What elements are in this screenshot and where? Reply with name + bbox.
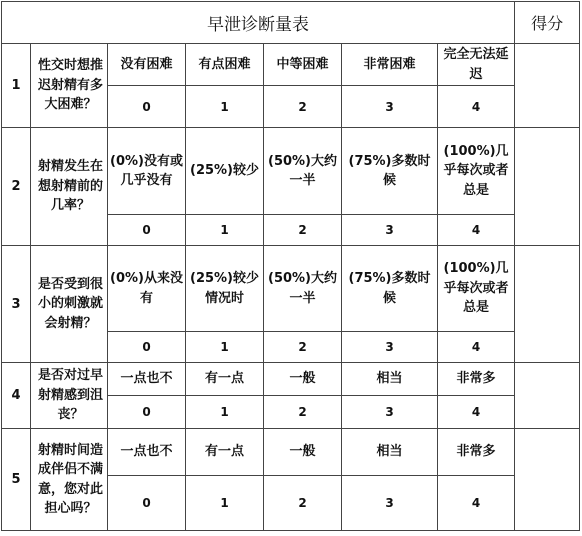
score-cell bbox=[515, 363, 580, 429]
option-score: 1 bbox=[186, 396, 264, 429]
option-label: 中等困难 bbox=[264, 44, 342, 86]
option-label: 一般 bbox=[264, 363, 342, 396]
question-number: 2 bbox=[2, 128, 31, 246]
question-text: 是否对过早射精感到沮丧？ bbox=[31, 363, 108, 429]
option-label: 非常困难 bbox=[342, 44, 438, 86]
option-score: 3 bbox=[342, 396, 438, 429]
option-score: 3 bbox=[342, 215, 438, 246]
table-title: 早泄诊断量表 bbox=[2, 2, 515, 44]
option-score: 0 bbox=[108, 215, 186, 246]
option-score: 2 bbox=[264, 332, 342, 363]
option-score: 3 bbox=[342, 332, 438, 363]
option-score: 2 bbox=[264, 396, 342, 429]
option-label: 有一点 bbox=[186, 429, 264, 476]
option-score: 0 bbox=[108, 476, 186, 531]
option-score: 2 bbox=[264, 476, 342, 531]
question-text: 射精发生在想射精前的几率？ bbox=[31, 128, 108, 246]
option-label: 一般 bbox=[264, 429, 342, 476]
score-cell bbox=[515, 128, 580, 246]
question-text: 射精时间造成伴侣不满意，您对此担心吗？ bbox=[31, 429, 108, 531]
option-label: (50%)大约一半 bbox=[264, 246, 342, 332]
option-label: (0%)从来没有 bbox=[108, 246, 186, 332]
option-score: 2 bbox=[264, 86, 342, 128]
option-label: 完全无法延迟 bbox=[438, 44, 515, 86]
option-label: (100%)几乎每次或者总是 bbox=[438, 128, 515, 215]
option-score: 0 bbox=[108, 86, 186, 128]
option-score: 1 bbox=[186, 86, 264, 128]
option-label: (75%)多数时候 bbox=[342, 246, 438, 332]
option-label: (25%)较少情况时 bbox=[186, 246, 264, 332]
option-score: 0 bbox=[108, 396, 186, 429]
option-label: 一点也不 bbox=[108, 363, 186, 396]
option-label: (100%)几乎每次或者总是 bbox=[438, 246, 515, 332]
option-label: (50%)大约一半 bbox=[264, 128, 342, 215]
option-score: 4 bbox=[438, 476, 515, 531]
option-score: 1 bbox=[186, 215, 264, 246]
option-label: 有点困难 bbox=[186, 44, 264, 86]
score-cell bbox=[515, 44, 580, 128]
option-label: 一点也不 bbox=[108, 429, 186, 476]
question-text: 是否受到很小的刺激就会射精？ bbox=[31, 246, 108, 363]
option-label: 非常多 bbox=[438, 363, 515, 396]
question-number: 5 bbox=[2, 429, 31, 531]
option-score: 4 bbox=[438, 215, 515, 246]
score-header: 得分 bbox=[515, 2, 580, 44]
option-score: 1 bbox=[186, 332, 264, 363]
option-score: 4 bbox=[438, 396, 515, 429]
option-score: 3 bbox=[342, 476, 438, 531]
question-text: 性交时想推迟射精有多大困难？ bbox=[31, 44, 108, 128]
question-number: 4 bbox=[2, 363, 31, 429]
option-label: (75%)多数时候 bbox=[342, 128, 438, 215]
question-number: 3 bbox=[2, 246, 31, 363]
option-score: 2 bbox=[264, 215, 342, 246]
score-cell bbox=[515, 246, 580, 363]
option-score: 4 bbox=[438, 332, 515, 363]
option-label: (0%)没有或几乎没有 bbox=[108, 128, 186, 215]
option-label: 没有困难 bbox=[108, 44, 186, 86]
option-score: 4 bbox=[438, 86, 515, 128]
option-label: 相当 bbox=[342, 363, 438, 396]
option-score: 3 bbox=[342, 86, 438, 128]
option-label: (25%)较少 bbox=[186, 128, 264, 215]
question-number: 1 bbox=[2, 44, 31, 128]
option-label: 非常多 bbox=[438, 429, 515, 476]
option-score: 0 bbox=[108, 332, 186, 363]
option-label: 相当 bbox=[342, 429, 438, 476]
option-score: 1 bbox=[186, 476, 264, 531]
option-label: 有一点 bbox=[186, 363, 264, 396]
pe-diagnostic-table bbox=[1, 1, 580, 531]
score-cell bbox=[515, 429, 580, 531]
